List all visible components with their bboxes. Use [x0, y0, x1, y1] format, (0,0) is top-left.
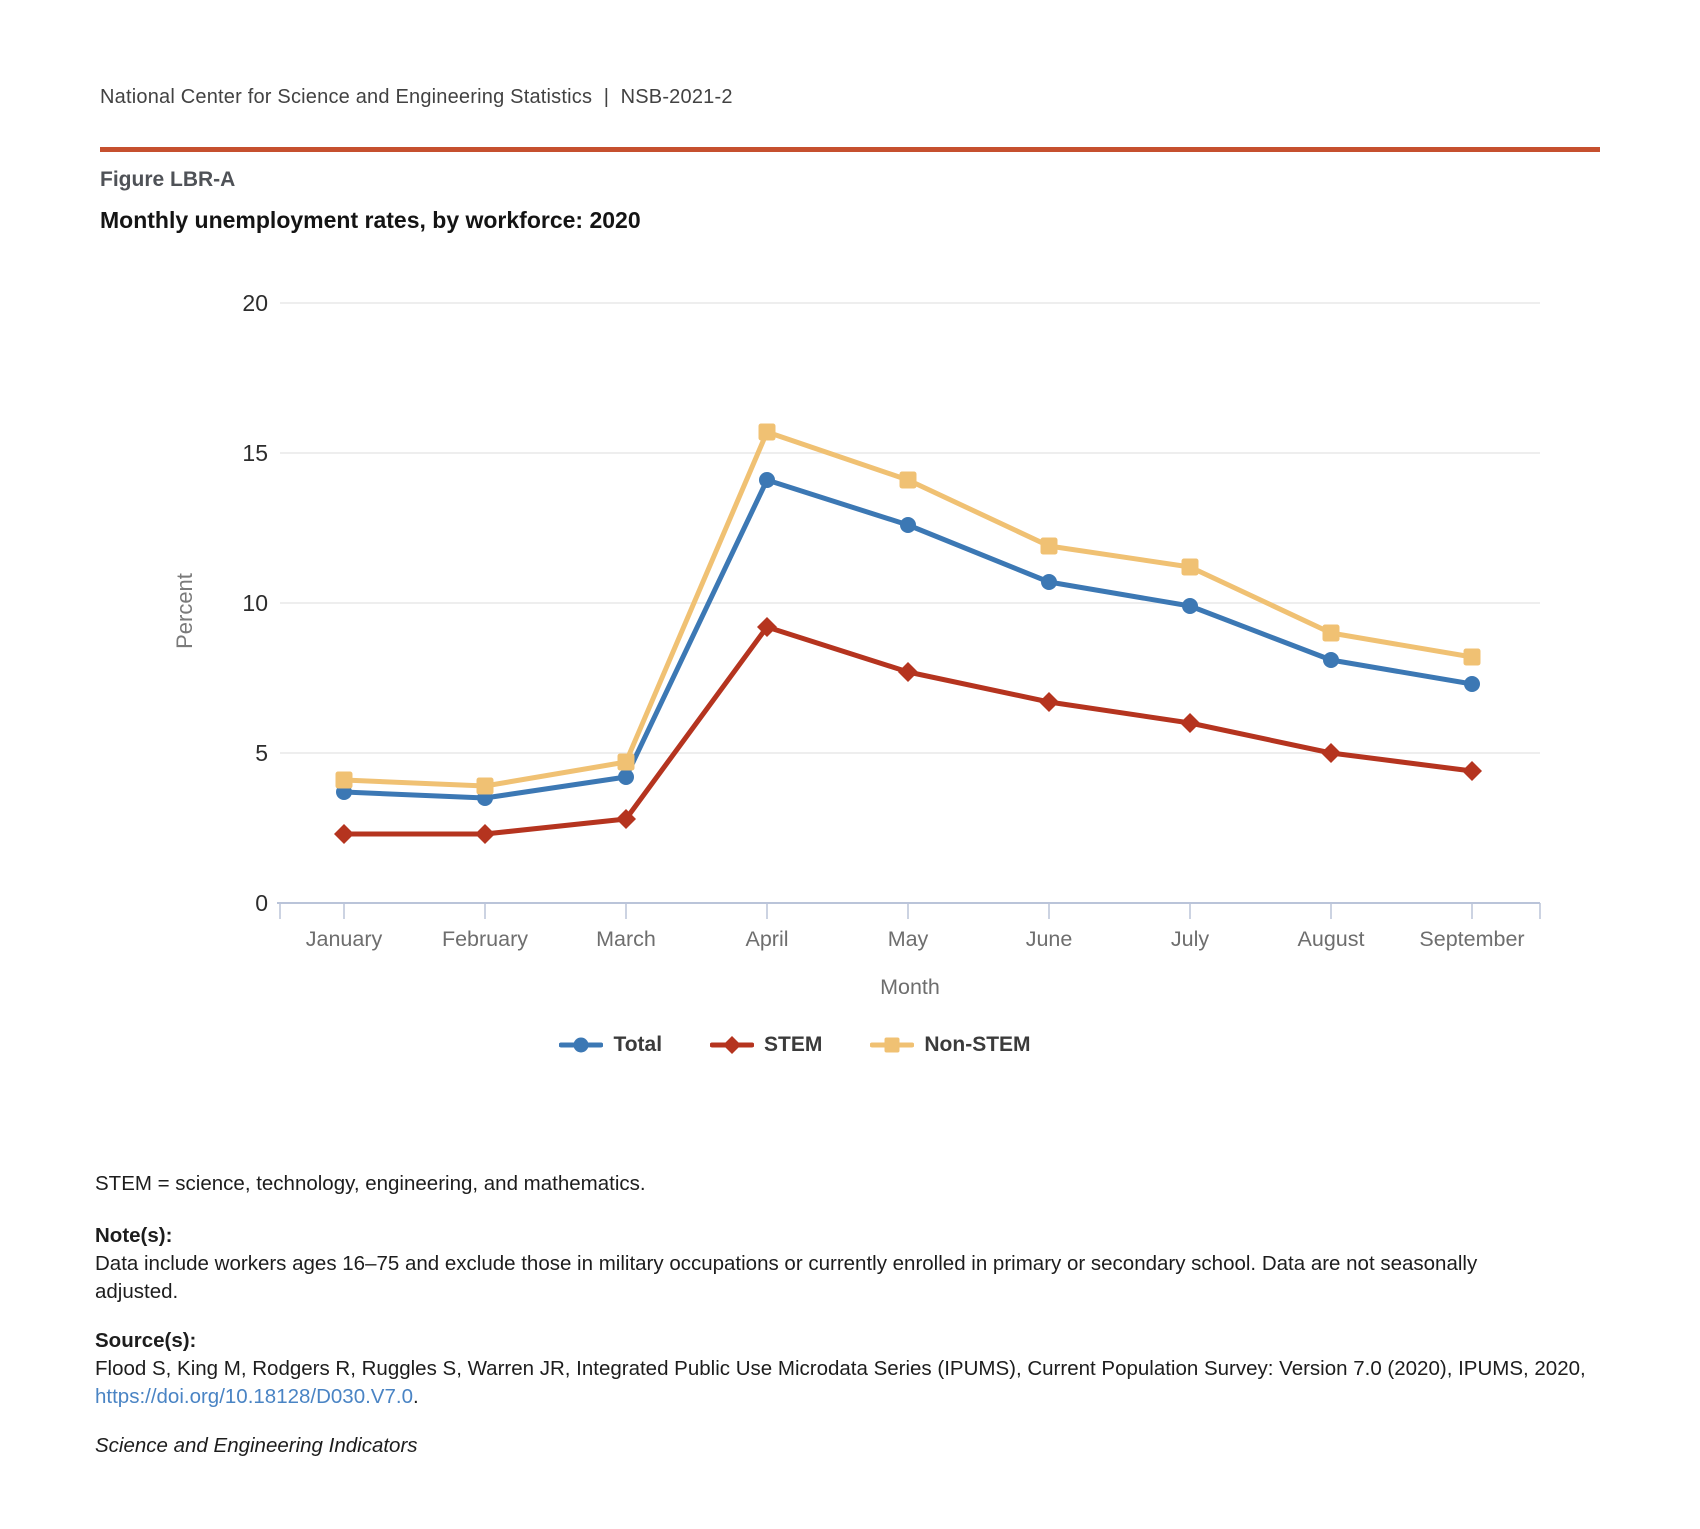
x-tick-label-september: September — [1419, 927, 1525, 951]
stem-marker — [1180, 713, 1200, 733]
x-tick-label-july: July — [1170, 927, 1210, 951]
non-stem-marker — [618, 754, 635, 771]
y-axis-title: Percent — [172, 573, 197, 649]
total-marker-icon — [559, 1035, 603, 1055]
non-stem-marker — [1182, 559, 1199, 576]
x-tick-label-august: August — [1297, 927, 1365, 951]
x-tick-label-may: May — [887, 927, 929, 951]
y-tick-label-15: 15 — [242, 440, 268, 466]
x-axis-title: Month — [880, 975, 940, 999]
unemployment-line-chart — [0, 230, 1700, 1030]
y-tick-label-20: 20 — [242, 290, 268, 316]
y-tick-label-10: 10 — [242, 590, 268, 616]
doi-link[interactable]: https://doi.org/10.18128/D030.V7.0 — [95, 1385, 413, 1408]
stem-marker — [1321, 743, 1341, 763]
non-stem-marker — [1323, 625, 1340, 642]
figure-title: Monthly unemployment rates, by workforce: 2020 — [100, 207, 641, 233]
notes-text: Data include workers ages 16–75 and exclude those in military occupations or currently enrolled in primary or secondary school. Data are not seasonally adjusted. — [95, 1252, 1478, 1303]
sources-heading: Source(s): — [95, 1329, 197, 1352]
legend-label-stem: STEM — [764, 1033, 823, 1056]
legend-item-total — [559, 1033, 662, 1057]
total-marker — [618, 769, 634, 785]
non-stem-marker — [336, 772, 353, 789]
non-stem-marker-icon — [870, 1035, 914, 1055]
non-stem-marker — [759, 424, 776, 441]
stem-marker-icon — [710, 1035, 754, 1055]
sources-period: . — [412, 1385, 419, 1408]
x-tick-label-january: January — [305, 927, 383, 951]
stem-marker — [1039, 692, 1059, 712]
legend-label-total: Total — [613, 1033, 663, 1056]
non-stem-marker — [1041, 538, 1058, 555]
x-tick-label-february: February — [441, 927, 529, 951]
legend-item-non-stem — [870, 1033, 1030, 1057]
accent-rule — [100, 147, 1600, 152]
total-marker — [1323, 652, 1339, 668]
x-tick-label-june: June — [1025, 927, 1073, 951]
stem-marker — [1462, 761, 1482, 781]
chart-legend — [0, 1033, 1645, 1057]
non-stem-marker — [477, 778, 494, 795]
x-tick-label-march: March — [596, 927, 656, 951]
total-marker — [1041, 574, 1057, 590]
legend-label-non-stem: Non-STEM — [924, 1033, 1031, 1056]
notes-heading: Note(s): — [95, 1224, 173, 1247]
non-stem-marker — [1464, 649, 1481, 666]
non-stem-marker — [900, 472, 917, 489]
total-marker — [900, 517, 916, 533]
x-tick-label-april: April — [745, 927, 789, 951]
total-marker — [1182, 598, 1198, 614]
indicators-attribution: Science and Engineering Indicators — [95, 1434, 418, 1457]
stem-marker — [334, 824, 354, 844]
y-tick-label-5: 5 — [255, 740, 268, 766]
stem-marker — [898, 662, 918, 682]
sources-text — [95, 1355, 1590, 1411]
stem-definition: STEM = science, technology, engineering, and mathematics. — [95, 1172, 646, 1195]
y-tick-label-0: 0 — [255, 890, 268, 916]
stem-line — [344, 627, 1472, 834]
total-marker — [759, 472, 775, 488]
stem-marker — [475, 824, 495, 844]
legend-item-stem — [710, 1033, 822, 1057]
report-header: National Center for Science and Engineering Statistics | NSB-2021-2 — [100, 86, 733, 108]
figure-label: Figure LBR-A — [100, 168, 236, 191]
total-marker — [1464, 676, 1480, 692]
sources-citation: Flood S, King M, Rodgers R, Ruggles S, Warren JR, Integrated Public Use Microdata Series (IPUMS), Current Population Survey: Version 7.0 (2020), IPUMS, 2020, — [95, 1357, 1586, 1380]
